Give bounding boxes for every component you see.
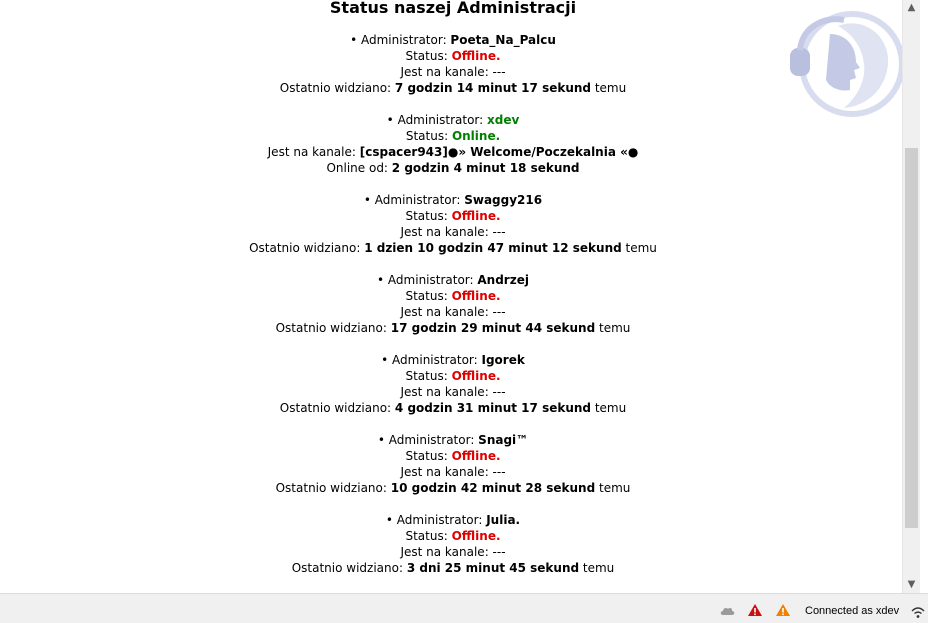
last-seen-label: Ostatnio widziano:	[275, 481, 391, 495]
last-seen-label: Ostatnio widziano:	[279, 401, 395, 415]
admin-channel-line	[0, 144, 902, 160]
admin-name: Igorek	[481, 353, 525, 367]
admin-entry	[0, 512, 902, 576]
last-seen-value: 17 godzin 29 minut 44 sekund	[390, 321, 596, 335]
status-label: Status:	[405, 129, 452, 143]
ago-label: temu	[591, 81, 627, 95]
status-label: Status:	[405, 289, 452, 303]
error-warning-icon[interactable]	[747, 603, 763, 617]
channel-label: Jest na kanale:	[400, 465, 493, 479]
scroll-up-arrow-icon[interactable]: ▲	[907, 2, 916, 13]
status-value: Offline.	[451, 209, 501, 223]
scrollbar-thumb[interactable]	[905, 148, 918, 528]
admin-entry	[0, 192, 902, 256]
channel-label: Jest na kanale:	[400, 225, 493, 239]
administrator-label: • Administrator:	[381, 353, 482, 367]
last-seen-label: Ostatnio widziano:	[291, 561, 407, 575]
administrator-label: • Administrator:	[377, 433, 479, 447]
admin-entry	[0, 272, 902, 336]
channel-value: ---	[492, 545, 506, 559]
admin-name: Snagi™	[478, 433, 529, 447]
ago-label: temu	[621, 241, 657, 255]
admin-channel-line	[0, 224, 902, 240]
admin-status-line	[0, 368, 902, 384]
admin-entry	[0, 112, 902, 176]
admin-status-line	[0, 288, 902, 304]
administrator-label: • Administrator:	[363, 193, 465, 207]
admin-name-line	[0, 512, 902, 528]
admin-status-line	[0, 208, 902, 224]
status-label: Status:	[405, 49, 452, 63]
admin-entry	[0, 352, 902, 416]
admin-name-line	[0, 272, 902, 288]
channel-label: Jest na kanale:	[267, 145, 360, 159]
admin-entry	[0, 32, 902, 96]
admin-time-line	[0, 560, 902, 576]
ago-label: temu	[591, 401, 627, 415]
admin-time-line	[0, 240, 902, 256]
status-value: Online.	[451, 129, 501, 143]
admin-channel-line	[0, 544, 902, 560]
admin-name: Andrzej	[477, 273, 529, 287]
channel-value: ---	[492, 65, 506, 79]
admin-time-line	[0, 80, 902, 96]
status-label: Status:	[405, 369, 452, 383]
status-label: Status:	[405, 209, 452, 223]
admin-status-line	[0, 128, 902, 144]
channel-label: Jest na kanale:	[400, 385, 493, 399]
admin-name-line	[0, 352, 902, 368]
status-value: Offline.	[451, 369, 501, 383]
admin-time-line	[0, 320, 902, 336]
channel-label: Jest na kanale:	[400, 305, 493, 319]
admin-status-line	[0, 448, 902, 464]
admin-name: Poeta_Na_Palcu	[450, 33, 556, 47]
status-value: Offline.	[451, 529, 501, 543]
channel-label: Jest na kanale:	[400, 545, 493, 559]
admin-time-line	[0, 400, 902, 416]
administrator-label: • Administrator:	[386, 113, 488, 127]
scroll-down-arrow-icon[interactable]: ▼	[907, 579, 916, 590]
ago-label: temu	[595, 481, 631, 495]
admin-channel-line	[0, 64, 902, 80]
administrator-label: • Administrator:	[350, 33, 451, 47]
channel-value: ---	[492, 305, 506, 319]
admin-status-line	[0, 48, 902, 64]
admin-channel-line	[0, 464, 902, 480]
admin-name: Swaggy216	[464, 193, 543, 207]
admin-channel-line	[0, 384, 902, 400]
admin-time-line	[0, 160, 902, 176]
last-seen-label: Ostatnio widziano:	[249, 241, 365, 255]
admin-name-line	[0, 32, 902, 48]
window-edge	[920, 0, 928, 593]
connection-status-text: Connected as xdev	[805, 605, 900, 617]
admin-time-line	[0, 480, 902, 496]
admin-entry	[0, 432, 902, 496]
warning-icon[interactable]	[775, 603, 791, 617]
status-value: Offline.	[451, 449, 501, 463]
status-bar	[0, 593, 928, 623]
admin-status-line	[0, 528, 902, 544]
channel-value: ---	[492, 385, 506, 399]
last-seen-label: Ostatnio widziano:	[279, 81, 395, 95]
vertical-scrollbar[interactable]	[902, 0, 920, 593]
status-value: Offline.	[451, 289, 501, 303]
online-since-value: 2 godzin 4 minut 18 sekund	[391, 161, 580, 175]
admin-name: xdev	[487, 113, 520, 127]
channel-value: ---	[492, 465, 506, 479]
online-since-label: Online od:	[326, 161, 392, 175]
admin-name-line	[0, 432, 902, 448]
last-seen-value: 4 godzin 31 minut 17 sekund	[394, 401, 591, 415]
cloud-icon[interactable]	[719, 603, 735, 617]
channel-label: Jest na kanale:	[400, 65, 493, 79]
admin-channel-line	[0, 304, 902, 320]
status-value: Offline.	[451, 49, 501, 63]
last-seen-value: 3 dni 25 minut 45 sekund	[406, 561, 580, 575]
ago-label: temu	[595, 321, 631, 335]
administrator-label: • Administrator:	[385, 513, 487, 527]
last-seen-value: 7 godzin 14 minut 17 sekund	[394, 81, 591, 95]
channel-value: ---	[492, 225, 506, 239]
last-seen-label: Ostatnio widziano:	[275, 321, 391, 335]
admin-name-line	[0, 112, 902, 128]
ago-label: temu	[579, 561, 615, 575]
admin-name: Julia.	[486, 513, 521, 527]
administrator-label: • Administrator:	[377, 273, 478, 287]
status-label: Status:	[405, 449, 452, 463]
wifi-icon[interactable]	[911, 606, 925, 620]
admin-name-line	[0, 192, 902, 208]
last-seen-value: 10 godzin 42 minut 28 sekund	[390, 481, 596, 495]
status-label: Status:	[405, 529, 452, 543]
channel-value: [cspacer943]●» Welcome/Poczekalnia «●	[359, 145, 639, 159]
page-title: Status naszej Administracji	[329, 0, 577, 17]
last-seen-value: 1 dzien 10 godzin 47 minut 12 sekund	[364, 241, 622, 255]
